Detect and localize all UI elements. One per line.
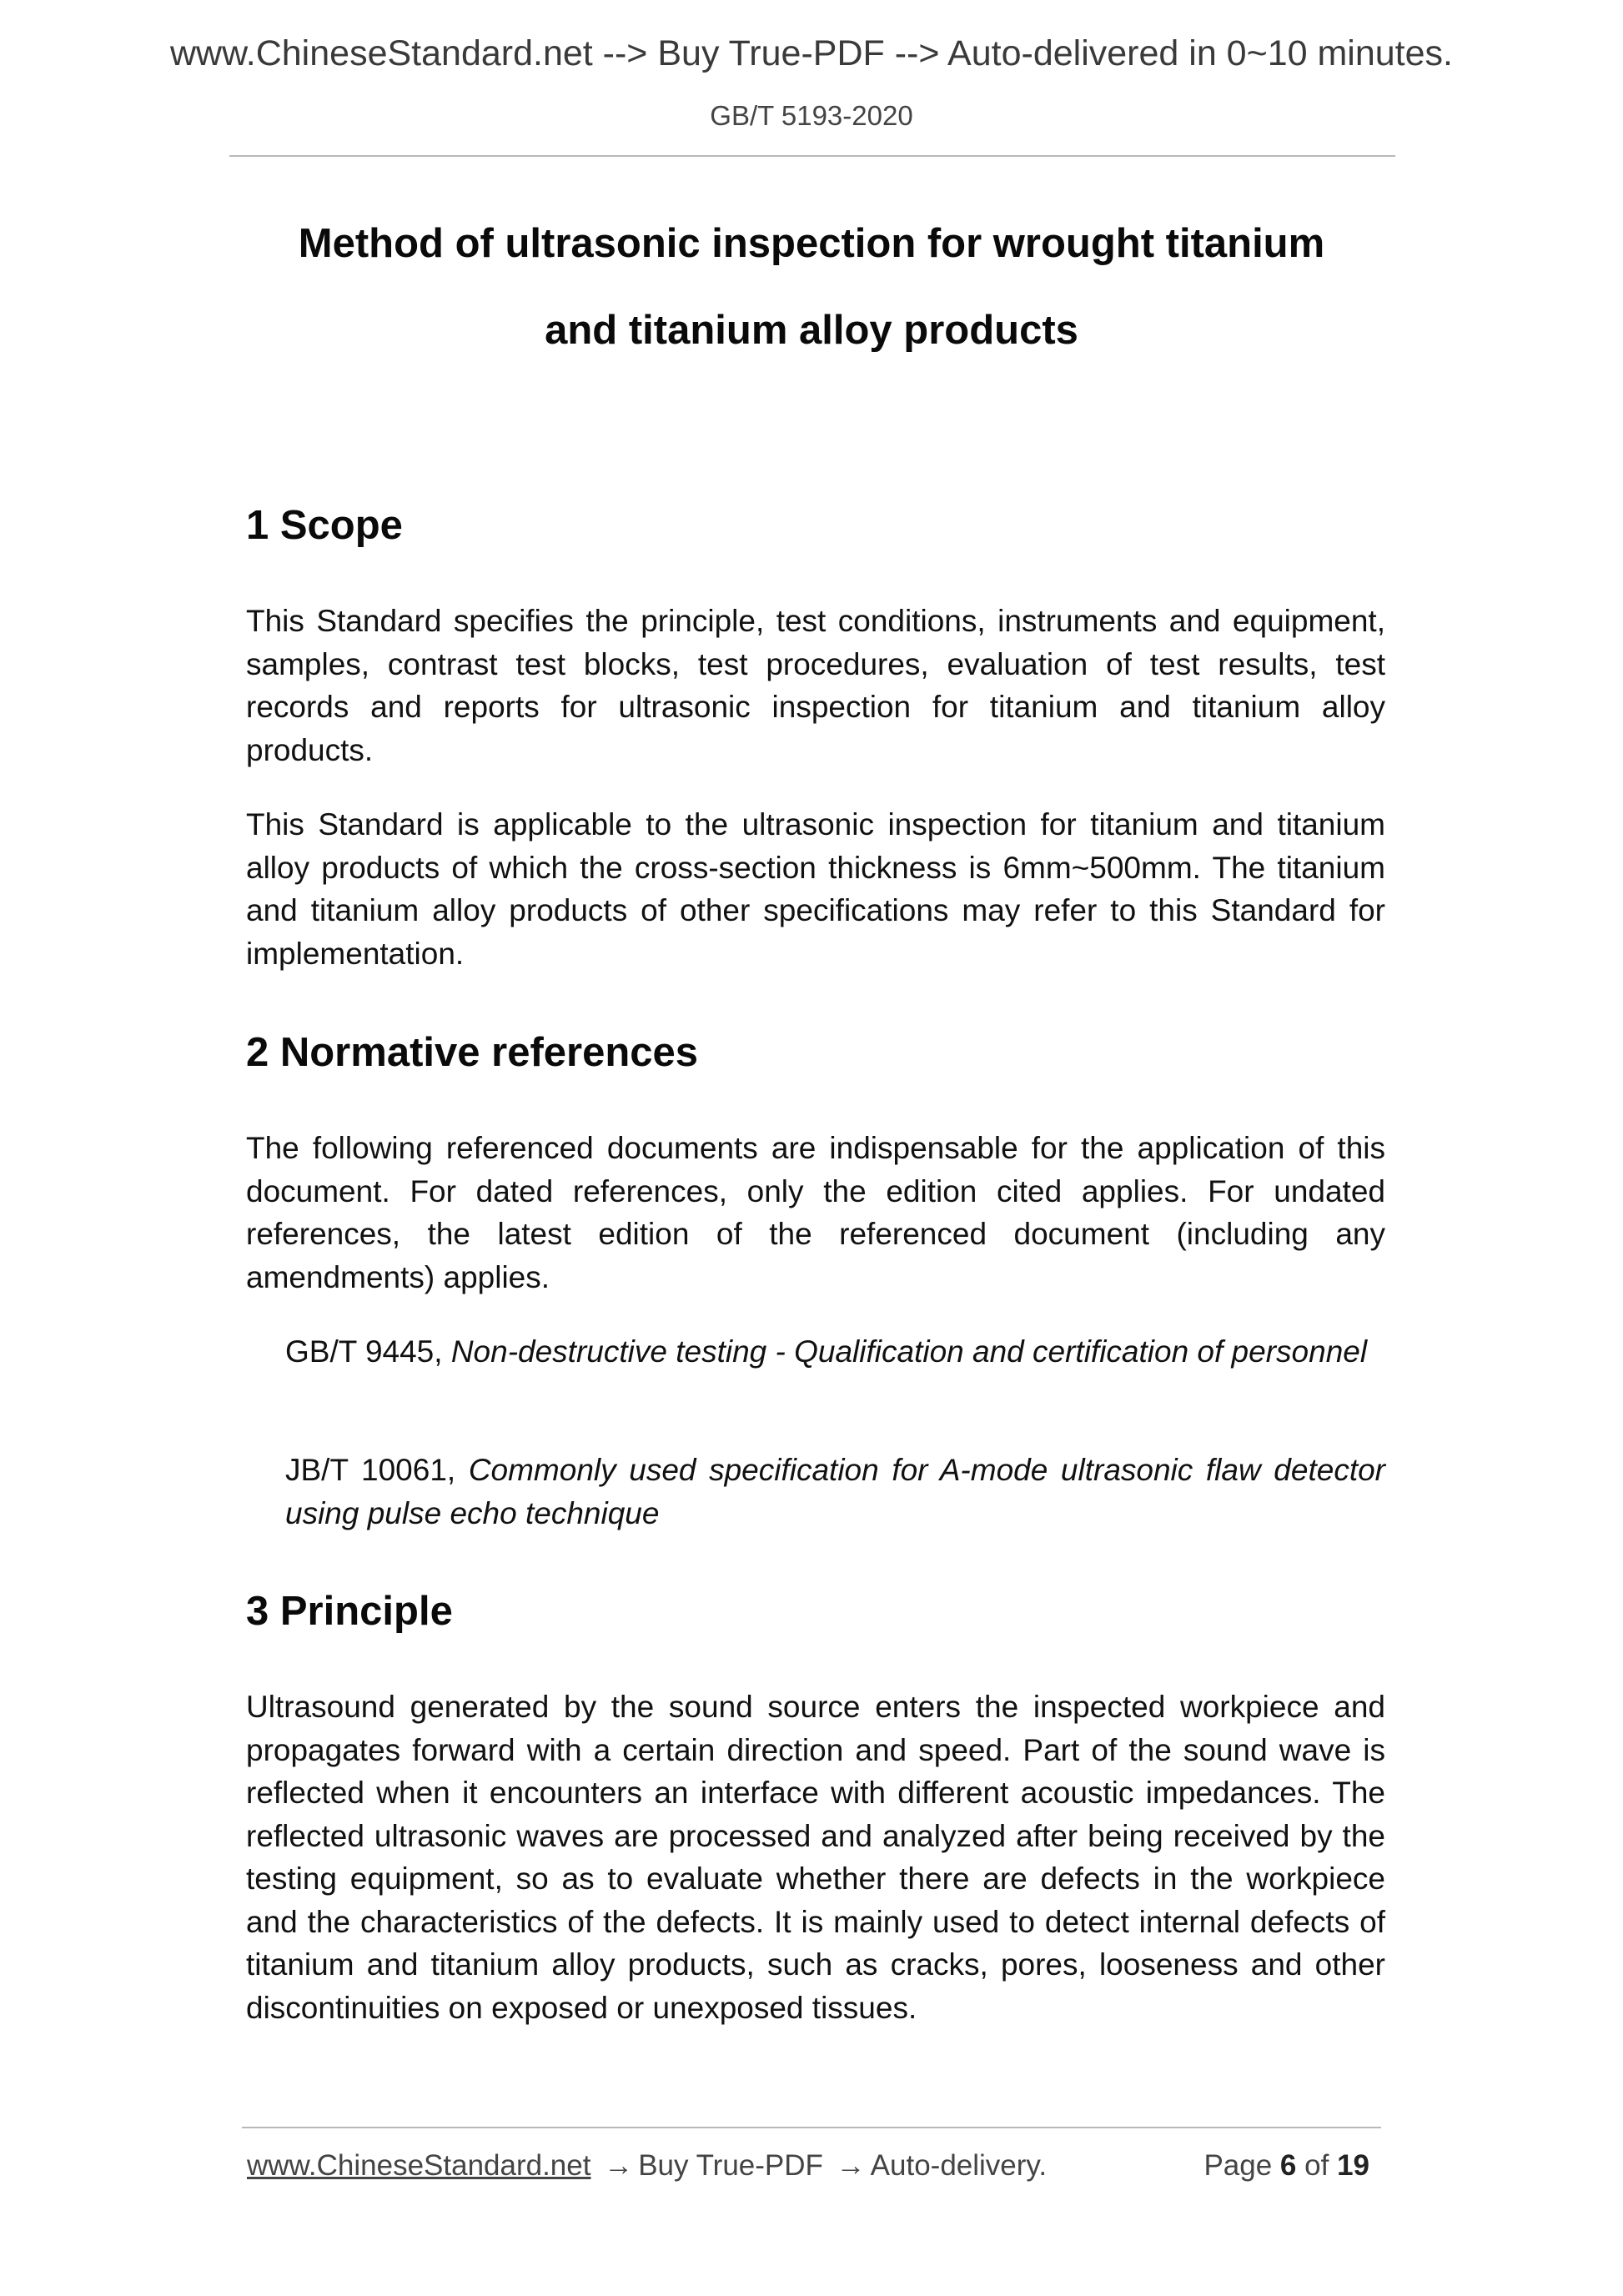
arrow-right-icon: → [836, 2149, 866, 2182]
principle-paragraph-block [246, 1686, 1385, 2029]
page-label: Page [1203, 2149, 1273, 2182]
page-indicator [1203, 2149, 1369, 2183]
arrow-right-icon: → [604, 2149, 634, 2182]
footer-site-link[interactable]: www.ChineseStandard.net [247, 2149, 591, 2182]
reference-item-1-block [246, 1330, 1385, 1374]
title-line-1: Method of ultrasonic inspection for wrought titanium [298, 221, 1325, 266]
current-page-number: 6 [1279, 2149, 1297, 2182]
reference-code: GB/T 9445, [285, 1334, 443, 1369]
scope-heading: 1 Scope [246, 503, 403, 548]
total-pages-number: 19 [1337, 2149, 1369, 2182]
header-divider [229, 155, 1395, 157]
scope-paragraph-2: This Standard is applicable to the ultrasonic inspection for titanium and titanium alloy products of which the cross-section thickness is 6mm~500mm. The titanium and titanium alloy products of other specifications may refer to this Standard for implementation. [246, 807, 1385, 971]
reference-title: Commonly used specification for A-mode ultrasonic flaw detector using pulse echo technique [285, 1453, 1385, 1530]
normative-section [246, 1027, 1385, 1078]
reference-item [246, 1449, 1385, 1535]
of-label: of [1304, 2149, 1329, 2182]
reference-item [246, 1330, 1385, 1374]
reference-code: JB/T 10061, [285, 1453, 456, 1487]
normative-intro-block [246, 1127, 1385, 1299]
top-banner: www.ChineseStandard.net --> Buy True-PDF --> Auto-delivered in 0~10 minutes. [169, 33, 1453, 73]
principle-paragraph: Ultrasound generated by the sound source enters the inspected workpiece and propagates forward with a certain direction and speed. Part of the sound wave is reflected when it encounters an interface with different acoustic impedances. The reflected ultrasonic waves are processed and analyzed after being received by the testing equipment, so as to evaluate whether there are defects in the workpiece and the characteristics of the defects. It is mainly used to detect internal defects of titanium and titanium alloy products, such as cracks, pores, looseness and other discontinuities on exposed or unexposed tissues. [246, 1690, 1385, 2025]
title-line-2: and titanium alloy products [545, 308, 1078, 353]
document-title [150, 200, 1473, 374]
footer-delivery-text: Auto-delivery. [870, 2149, 1048, 2182]
reference-item-2-block [246, 1449, 1385, 1535]
scope-paragraph-1-block [246, 600, 1385, 771]
scope-section [246, 500, 1385, 550]
footer-divider [242, 2127, 1381, 2128]
document-code: GB/T 5193-2020 [710, 100, 913, 131]
reference-title: Non-destructive testing - Qualification and certification of personnel [450, 1334, 1368, 1369]
scope-paragraph-2-block [246, 803, 1385, 975]
page-footer [247, 2149, 1381, 2191]
normative-intro: The following referenced documents are indispensable for the application of this document. For dated references, only the edition cited applies. For undated references, the latest edition of the referenced document (including any amendments) applies. [246, 1131, 1385, 1294]
normative-heading: 2 Normative references [246, 1030, 699, 1075]
scope-paragraph-1: This Standard specifies the principle, test conditions, instruments and equipment, samples, contrast test blocks, test procedures, evaluation of test results, test records and reports for ultrasonic inspection for titanium and titanium alloy products. [246, 604, 1385, 767]
footer-left [247, 2149, 1047, 2183]
principle-section [246, 1586, 1385, 1636]
principle-heading: 3 Principle [246, 1589, 453, 1634]
footer-buy-text: Buy True-PDF [638, 2149, 823, 2182]
